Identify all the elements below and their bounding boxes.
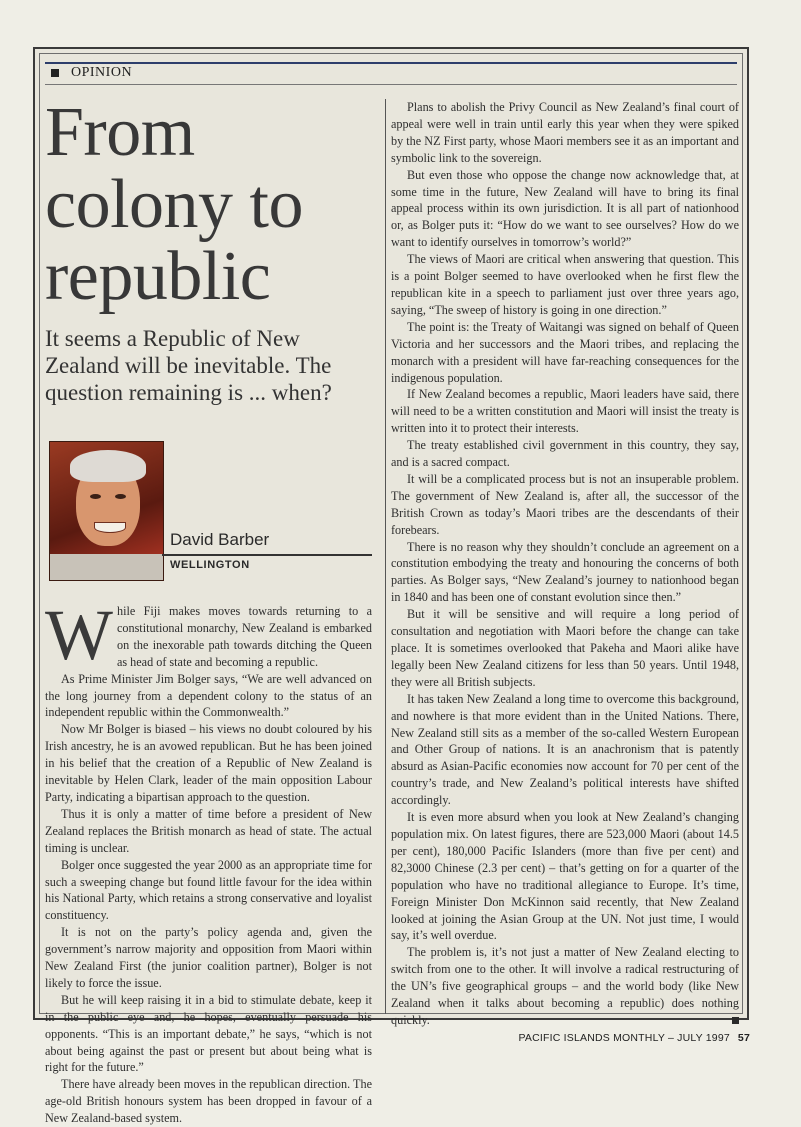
deck: It seems a Republic of New Zealand will be inevitable. The question remaining is ... when? — [45, 326, 332, 405]
paragraph: But it will be sensitive and will require a long period of consultation and negotiation with Maori before the change can take place. It is sometimes overlooked that Pakeha and Maori alike have legally been New Zealand citizens for less than 50 years. Until 1948, they were all British subjects. — [391, 607, 739, 689]
paragraph: If New Zealand becomes a republic, Maori leaders have said, there will need to be a written constitution and Maori will insist the treaty is written into it to protect their interests. — [391, 387, 739, 436]
paragraph: But even those who oppose the change now acknowledge that, at some time in the future, New Zealand will have to bring its final appeal process within its own jurisdiction. It is all part of nationhood or, as Bolger puts it: “How do we want to see ourselves? How do we want to identify ourselves in tomorrow’s world?” — [391, 167, 739, 250]
end-mark-icon — [732, 1017, 739, 1024]
author-name: David Barber — [170, 530, 270, 549]
paragraph: Bolger once suggested the year 2000 as an appropriate time for such a sweeping change but found little favour for the idea within his National Party, which retains a strong conservative and loyalist constituency. — [45, 857, 372, 923]
paragraph: The treaty established civil government in this country, they say, and is a sacred compact. — [391, 438, 739, 470]
paragraph: The views of Maori are critical when answering that question. This is a point Bolger seemed to have overlooked when he first flew the republican kite in a speech to parliament just over three years ago, saying, “The sweep of history is going in one direction.” — [391, 252, 739, 317]
byline — [45, 441, 372, 574]
paragraph: Thus it is only a matter of time before a president of New Zealand replaces the British monarch as head of state. The actual timing is unclear. — [45, 806, 372, 855]
paragraph: The point is: the Treaty of Waitangi was signed on behalf of Queen Victoria and her successors and the Maori tribes, and replacing the monarch with a president will have far-reaching consequences for the indigenous population. — [391, 319, 739, 385]
paragraph: It has taken New Zealand a long time to overcome this background, and nowhere is that more evident than in the United Nations. There, New Zealand still sits as a member of the so-called Western European and Other Group of nations. It is an anachronism that is patently absurd as Asian-Pacific economies now account for 70 per cent of the country’s trade, and New Zealand’s political interests have shifted accordingly. — [391, 691, 739, 808]
page-number: 57 — [737, 1032, 750, 1044]
column-divider — [385, 99, 386, 1014]
drop-cap: W — [45, 595, 113, 675]
author-photo — [49, 441, 164, 581]
paragraph: Now Mr Bolger is biased – his views no doubt coloured by his Irish ancestry, he is an avowed republican. But he has been joined in his belief that the creation of a Republic of New Zealand is inevitable by Helen Clark, leader of the main opposition Labour Party, indicating a bipartisan approach to the question. — [45, 722, 372, 804]
section-square-icon — [51, 69, 59, 77]
left-body-text — [45, 595, 372, 1127]
paragraph: It is even more absurd when you look at New Zealand’s changing population mix. On latest figures, there are 523,000 Maori (about 14.5 per cent), 180,000 Pacific Islanders (more than five per cent) and 82,3000 Chinese (2.3 per cent) – that’s getting on for a quarter of the population who have no traditional allegiance to Europe. It’s time, Foreign Minister Don McKinnon said recently, that New Zealand looked at joining the Asian Group at the UN. Not just time, I would say, it’s well overdue. — [391, 810, 739, 943]
section-header — [45, 62, 737, 85]
author-location: WELLINGTON — [170, 559, 250, 571]
paragraph: While Fiji makes moves towards returning to a constitutional monarchy, New Zealand is embarked on the inexorable path towards ditching the Queen as head of state and becoming a republic. — [45, 595, 372, 675]
headline: From colony to republic — [45, 94, 303, 315]
paragraph: Plans to abolish the Privy Council as New Zealand’s final court of appeal were well in train until early this year when they were spiked by the NZ First party, whose Maori members see it as an important and symbolic link to the sovereign. — [391, 100, 739, 165]
paragraph: There have already been moves in the republican direction. The age-old British honours system has been dropped in favour of a New Zealand-based system. — [45, 1077, 372, 1126]
paragraph: It is not on the party’s policy agenda and, given the government’s narrow majority and opposition from Maori within New Zealand First (the junior coalition partner), Bolger is not likely to force the issue. — [45, 925, 372, 990]
paragraph: There is no reason why they shouldn’t conclude an agreement on a constitution embodying the treaty and honouring the concerns of both parties. As Bolger says, “New Zealand’s journey to nationhood began in 1840 and has been one of constant evolution since then.” — [391, 539, 739, 605]
right-body-text — [391, 99, 739, 1029]
paragraph: As Prime Minister Jim Bolger says, “We are well advanced on the long journey from a dependent colony to the status of an independent republic within the Commonwealth.” — [45, 671, 372, 720]
section-label: OPINION — [71, 65, 133, 80]
left-column — [45, 94, 372, 1127]
publication-line: PACIFIC ISLANDS MONTHLY – JULY 1997 — [518, 1032, 730, 1044]
byline-rule — [162, 554, 372, 556]
paragraph: It will be a complicated process but is not an insuperable problem. The government of New Zealand is, after all, the successor of the British Crown as today’s Maori tribes are the descendants of their forebears. — [391, 471, 739, 537]
paragraph: The problem is, it’s not just a matter of New Zealand electing to switch from one to the other. It will involve a radical restructuring of the UN’s five geographical groups – and the world body (like New Zealand when it talks about becoming a republic) does nothing quickly. — [391, 945, 739, 1027]
right-column — [391, 99, 739, 1029]
paragraph: But he will keep raising it in a bid to stimulate debate, keep it in the public eye and, he hopes, eventually persuade his opponents. “This is an important debate,” he says, “which is not about being against the past or present but about being what is right for the future.” — [45, 992, 372, 1075]
page-footer — [518, 1032, 750, 1044]
